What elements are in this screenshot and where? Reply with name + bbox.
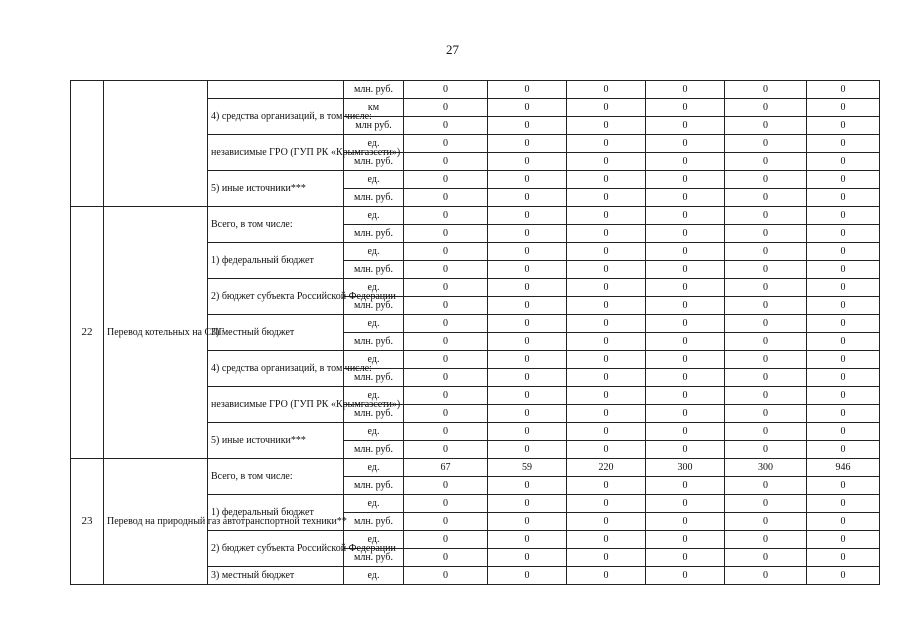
value-cell: 0 xyxy=(725,315,807,333)
value-cell: 0 xyxy=(807,567,880,585)
unit-cell: ед. xyxy=(344,351,404,369)
value-cell: 0 xyxy=(404,567,488,585)
unit-cell: ед. xyxy=(344,171,404,189)
value-cell: 0 xyxy=(404,171,488,189)
unit-cell: млн. руб. xyxy=(344,261,404,279)
value-cell: 0 xyxy=(725,423,807,441)
value-cell: 0 xyxy=(646,387,725,405)
value-cell: 0 xyxy=(567,549,646,567)
value-cell: 0 xyxy=(725,81,807,99)
value-cell: 0 xyxy=(567,333,646,351)
value-cell: 0 xyxy=(567,171,646,189)
value-cell: 0 xyxy=(725,549,807,567)
value-cell: 0 xyxy=(725,441,807,459)
value-cell: 0 xyxy=(488,477,567,495)
unit-cell: км xyxy=(344,99,404,117)
value-cell: 0 xyxy=(404,261,488,279)
value-cell: 0 xyxy=(567,405,646,423)
value-cell: 0 xyxy=(567,477,646,495)
funding-source xyxy=(208,81,344,99)
value-cell: 0 xyxy=(807,225,880,243)
value-cell: 0 xyxy=(567,279,646,297)
funding-source: 4) средства организаций, в том числе: xyxy=(208,351,344,387)
funding-source: 3) местный бюджет xyxy=(208,567,344,585)
value-cell: 0 xyxy=(807,117,880,135)
value-cell: 0 xyxy=(404,99,488,117)
unit-cell: ед. xyxy=(344,567,404,585)
value-cell: 0 xyxy=(807,351,880,369)
value-cell: 0 xyxy=(725,387,807,405)
value-cell: 0 xyxy=(725,135,807,153)
value-cell: 0 xyxy=(807,531,880,549)
value-cell: 0 xyxy=(646,369,725,387)
value-cell: 0 xyxy=(807,297,880,315)
value-cell: 0 xyxy=(488,171,567,189)
value-cell: 0 xyxy=(404,351,488,369)
value-cell: 300 xyxy=(725,459,807,477)
value-cell: 0 xyxy=(567,423,646,441)
value-cell: 0 xyxy=(646,423,725,441)
value-cell: 0 xyxy=(404,405,488,423)
value-cell: 0 xyxy=(725,567,807,585)
value-cell: 0 xyxy=(725,279,807,297)
value-cell: 0 xyxy=(404,135,488,153)
unit-cell: млн. руб. xyxy=(344,477,404,495)
value-cell: 0 xyxy=(807,387,880,405)
value-cell: 0 xyxy=(404,513,488,531)
value-cell: 0 xyxy=(807,243,880,261)
value-cell: 0 xyxy=(725,405,807,423)
value-cell: 0 xyxy=(646,315,725,333)
value-cell: 0 xyxy=(646,207,725,225)
value-cell: 0 xyxy=(488,81,567,99)
value-cell: 0 xyxy=(646,189,725,207)
funding-source: 1) федеральный бюджет xyxy=(208,495,344,531)
value-cell: 0 xyxy=(646,279,725,297)
value-cell: 0 xyxy=(567,315,646,333)
value-cell: 0 xyxy=(488,513,567,531)
value-cell: 0 xyxy=(646,333,725,351)
value-cell: 0 xyxy=(725,495,807,513)
funding-source: 3) местный бюджет xyxy=(208,315,344,351)
financing-table xyxy=(70,80,880,585)
value-cell: 0 xyxy=(807,513,880,531)
value-cell: 0 xyxy=(646,171,725,189)
value-cell: 0 xyxy=(488,495,567,513)
value-cell: 0 xyxy=(725,189,807,207)
value-cell: 0 xyxy=(646,405,725,423)
unit-cell: млн. руб. xyxy=(344,297,404,315)
funding-source: 2) бюджет субъекта Российской Федерации xyxy=(208,531,344,567)
value-cell: 0 xyxy=(807,405,880,423)
unit-cell: млн. руб. xyxy=(344,405,404,423)
value-cell: 0 xyxy=(807,135,880,153)
value-cell: 0 xyxy=(807,153,880,171)
measure-name: Перевод котельных на СПГ xyxy=(104,207,208,459)
value-cell: 0 xyxy=(646,531,725,549)
value-cell: 0 xyxy=(404,495,488,513)
funding-source: 5) иные источники*** xyxy=(208,423,344,459)
unit-cell: ед. xyxy=(344,135,404,153)
value-cell: 0 xyxy=(807,261,880,279)
value-cell: 0 xyxy=(807,495,880,513)
unit-cell: ед. xyxy=(344,315,404,333)
value-cell: 0 xyxy=(807,423,880,441)
value-cell: 0 xyxy=(567,207,646,225)
value-cell: 0 xyxy=(404,477,488,495)
page-number: 27 xyxy=(446,42,459,57)
measure-name: Перевод на природный газ автотранспортной техники** xyxy=(104,459,208,585)
row-number xyxy=(71,81,104,207)
value-cell: 0 xyxy=(646,135,725,153)
value-cell: 0 xyxy=(488,135,567,153)
value-cell: 0 xyxy=(807,171,880,189)
table-row xyxy=(71,81,880,99)
funding-source: 1) федеральный бюджет xyxy=(208,243,344,279)
value-cell: 0 xyxy=(404,117,488,135)
funding-source: независимые ГРО (ГУП РК «Крымгазсети») xyxy=(208,135,344,171)
value-cell: 0 xyxy=(567,387,646,405)
value-cell: 0 xyxy=(404,315,488,333)
value-cell: 0 xyxy=(488,369,567,387)
measure-name xyxy=(104,81,208,207)
value-cell: 0 xyxy=(404,387,488,405)
value-cell: 0 xyxy=(488,405,567,423)
value-cell: 0 xyxy=(646,117,725,135)
value-cell: 0 xyxy=(646,225,725,243)
value-cell: 220 xyxy=(567,459,646,477)
unit-cell: ед. xyxy=(344,531,404,549)
value-cell: 0 xyxy=(807,549,880,567)
unit-cell: млн. руб. xyxy=(344,153,404,171)
table-row xyxy=(71,207,880,225)
value-cell: 0 xyxy=(488,207,567,225)
value-cell: 0 xyxy=(646,297,725,315)
value-cell: 0 xyxy=(646,99,725,117)
value-cell: 0 xyxy=(807,333,880,351)
value-cell: 0 xyxy=(404,549,488,567)
value-cell: 0 xyxy=(725,369,807,387)
funding-source: независимые ГРО (ГУП РК «Крымгазсети») xyxy=(208,387,344,423)
value-cell: 0 xyxy=(567,117,646,135)
value-cell: 0 xyxy=(488,153,567,171)
unit-cell: млн. руб. xyxy=(344,189,404,207)
value-cell: 0 xyxy=(807,189,880,207)
value-cell: 0 xyxy=(488,423,567,441)
value-cell: 0 xyxy=(404,225,488,243)
value-cell: 0 xyxy=(646,243,725,261)
unit-cell: ед. xyxy=(344,495,404,513)
unit-cell: млн руб. xyxy=(344,117,404,135)
value-cell: 0 xyxy=(488,297,567,315)
value-cell: 946 xyxy=(807,459,880,477)
funding-source: 2) бюджет субъекта Российской Федерации xyxy=(208,279,344,315)
value-cell: 0 xyxy=(567,261,646,279)
value-cell: 0 xyxy=(725,513,807,531)
value-cell: 0 xyxy=(404,153,488,171)
value-cell: 0 xyxy=(488,549,567,567)
table-row xyxy=(71,459,880,477)
value-cell: 0 xyxy=(567,243,646,261)
unit-cell: млн. руб. xyxy=(344,81,404,99)
value-cell: 0 xyxy=(807,207,880,225)
value-cell: 0 xyxy=(404,81,488,99)
value-cell: 0 xyxy=(488,99,567,117)
value-cell: 0 xyxy=(725,117,807,135)
row-number: 23 xyxy=(71,459,104,585)
value-cell: 0 xyxy=(646,549,725,567)
unit-cell: ед. xyxy=(344,423,404,441)
unit-cell: млн. руб. xyxy=(344,369,404,387)
value-cell: 0 xyxy=(404,243,488,261)
value-cell: 0 xyxy=(725,171,807,189)
value-cell: 0 xyxy=(646,441,725,459)
value-cell: 0 xyxy=(567,513,646,531)
value-cell: 0 xyxy=(404,279,488,297)
value-cell: 0 xyxy=(567,99,646,117)
value-cell: 0 xyxy=(488,351,567,369)
value-cell: 0 xyxy=(567,297,646,315)
value-cell: 0 xyxy=(725,351,807,369)
value-cell: 0 xyxy=(725,99,807,117)
unit-cell: ед. xyxy=(344,459,404,477)
value-cell: 0 xyxy=(567,153,646,171)
value-cell: 0 xyxy=(646,477,725,495)
value-cell: 0 xyxy=(488,531,567,549)
unit-cell: ед. xyxy=(344,207,404,225)
value-cell: 0 xyxy=(567,81,646,99)
value-cell: 0 xyxy=(567,531,646,549)
unit-cell: млн. руб. xyxy=(344,441,404,459)
funding-source: 5) иные источники*** xyxy=(208,171,344,207)
value-cell: 0 xyxy=(807,477,880,495)
value-cell: 0 xyxy=(646,351,725,369)
value-cell: 0 xyxy=(807,441,880,459)
value-cell: 0 xyxy=(725,225,807,243)
unit-cell: млн. руб. xyxy=(344,333,404,351)
value-cell: 0 xyxy=(488,567,567,585)
value-cell: 0 xyxy=(725,297,807,315)
value-cell: 0 xyxy=(488,189,567,207)
unit-cell: млн. руб. xyxy=(344,549,404,567)
value-cell: 0 xyxy=(646,153,725,171)
value-cell: 0 xyxy=(488,441,567,459)
value-cell: 0 xyxy=(488,279,567,297)
funding-source: 4) средства организаций, в том числе: xyxy=(208,99,344,135)
value-cell: 0 xyxy=(488,225,567,243)
value-cell: 0 xyxy=(404,333,488,351)
value-cell: 0 xyxy=(567,495,646,513)
value-cell: 0 xyxy=(404,207,488,225)
value-cell: 0 xyxy=(725,531,807,549)
row-number: 22 xyxy=(71,207,104,459)
unit-cell: ед. xyxy=(344,243,404,261)
value-cell: 0 xyxy=(807,279,880,297)
value-cell: 0 xyxy=(725,243,807,261)
value-cell: 0 xyxy=(404,369,488,387)
value-cell: 0 xyxy=(567,441,646,459)
value-cell: 0 xyxy=(725,477,807,495)
unit-cell: ед. xyxy=(344,387,404,405)
value-cell: 59 xyxy=(488,459,567,477)
value-cell: 0 xyxy=(725,153,807,171)
value-cell: 0 xyxy=(646,567,725,585)
value-cell: 0 xyxy=(404,441,488,459)
value-cell: 0 xyxy=(488,117,567,135)
value-cell: 0 xyxy=(488,261,567,279)
value-cell: 0 xyxy=(404,189,488,207)
value-cell: 0 xyxy=(646,261,725,279)
value-cell: 300 xyxy=(646,459,725,477)
value-cell: 0 xyxy=(567,225,646,243)
value-cell: 0 xyxy=(488,387,567,405)
value-cell: 0 xyxy=(807,99,880,117)
value-cell: 0 xyxy=(725,261,807,279)
value-cell: 0 xyxy=(646,513,725,531)
value-cell: 0 xyxy=(567,369,646,387)
value-cell: 0 xyxy=(488,333,567,351)
unit-cell: млн. руб. xyxy=(344,513,404,531)
value-cell: 0 xyxy=(404,297,488,315)
value-cell: 0 xyxy=(725,333,807,351)
value-cell: 0 xyxy=(646,81,725,99)
funding-source: Всего, в том числе: xyxy=(208,207,344,243)
value-cell: 0 xyxy=(404,531,488,549)
value-cell: 0 xyxy=(567,189,646,207)
funding-source: Всего, в том числе: xyxy=(208,459,344,495)
value-cell: 0 xyxy=(404,423,488,441)
unit-cell: млн. руб. xyxy=(344,225,404,243)
value-cell: 0 xyxy=(807,81,880,99)
unit-cell: ед. xyxy=(344,279,404,297)
value-cell: 67 xyxy=(404,459,488,477)
value-cell: 0 xyxy=(725,207,807,225)
value-cell: 0 xyxy=(807,315,880,333)
value-cell: 0 xyxy=(567,135,646,153)
value-cell: 0 xyxy=(646,495,725,513)
value-cell: 0 xyxy=(567,351,646,369)
value-cell: 0 xyxy=(807,369,880,387)
value-cell: 0 xyxy=(488,243,567,261)
value-cell: 0 xyxy=(567,567,646,585)
value-cell: 0 xyxy=(488,315,567,333)
